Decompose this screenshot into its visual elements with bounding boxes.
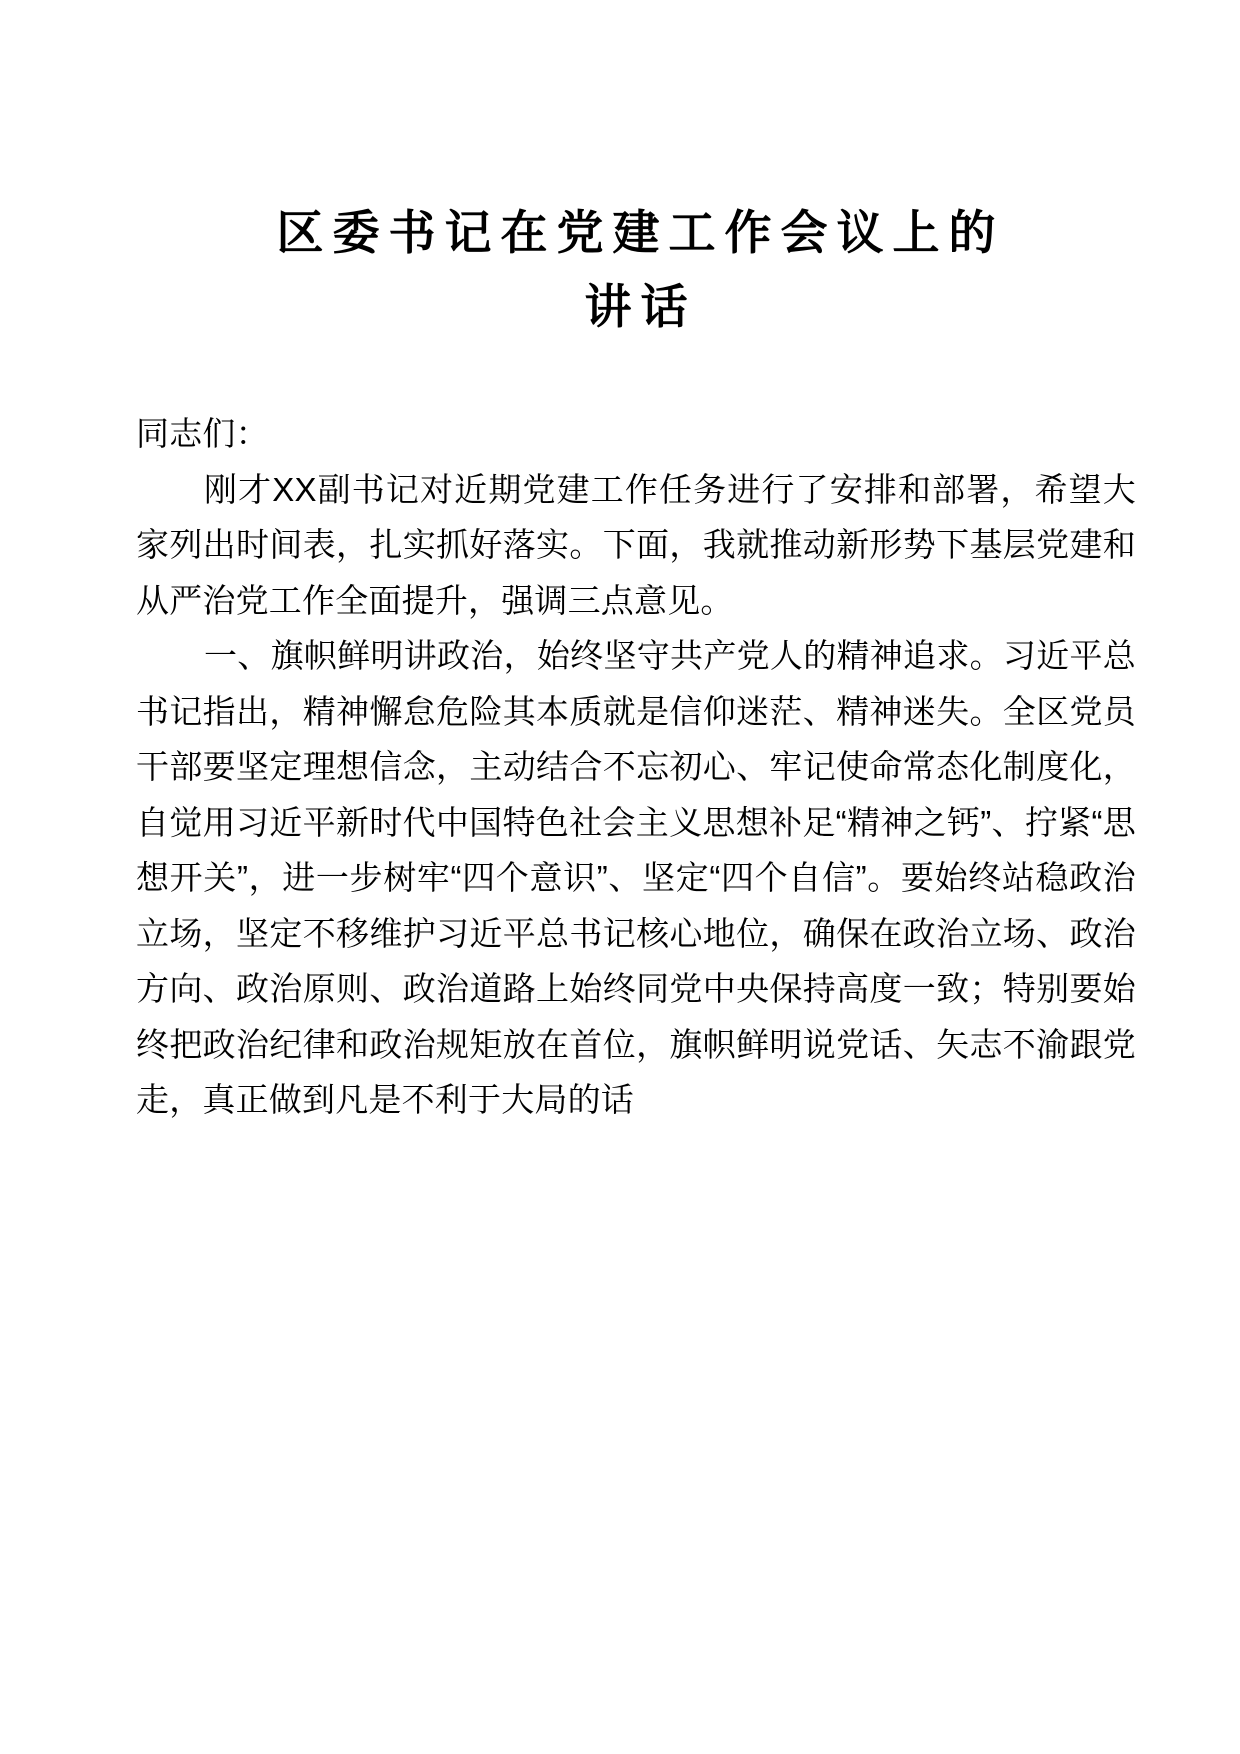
page-content <box>136 0 1136 1128</box>
page-title <box>136 0 1136 344</box>
paragraph-section-one: 一、旗帜鲜明讲政治，始终坚守共产党人的精神追求。习近平总书记指出，精神懈怠危险其本质就是信仰迷茫、精神迷失。全区党员干部要坚定理想信念，主动结合不忘初心、牢记使命常态化制度化，自觉用习近平新时代中国特色社会主义思想补足“精神之钙”、拧紧“思想开关”，进一步树牢“四个意识”、坚定“四个自信”。要始终站稳政治立场，坚定不移维护习近平总书记核心地位，确保在政治立场、政治方向、政治原则、政治道路上始终同党中央保持高度一致；特别要始终把政治纪律和政治规矩放在首位，旗帜鲜明说党话、矢志不渝跟党走，真正做到凡是不利于大局的话 <box>136 637 1136 1118</box>
paragraph-salutation: 同志们： <box>136 415 269 452</box>
page-title-line-2: 讲话 <box>584 280 697 333</box>
document-body <box>136 406 1136 1128</box>
page-title-line-1: 区委书记在党建工作会议上的 <box>276 206 1005 259</box>
paragraph-opening: 刚才XX副书记对近期党建工作任务进行了安排和部署，希望大家列出时间表，扎实抓好落实。下面，我就推动新形势下基层党建和从严治党工作全面提升，强调三点意见。 <box>136 470 1136 619</box>
